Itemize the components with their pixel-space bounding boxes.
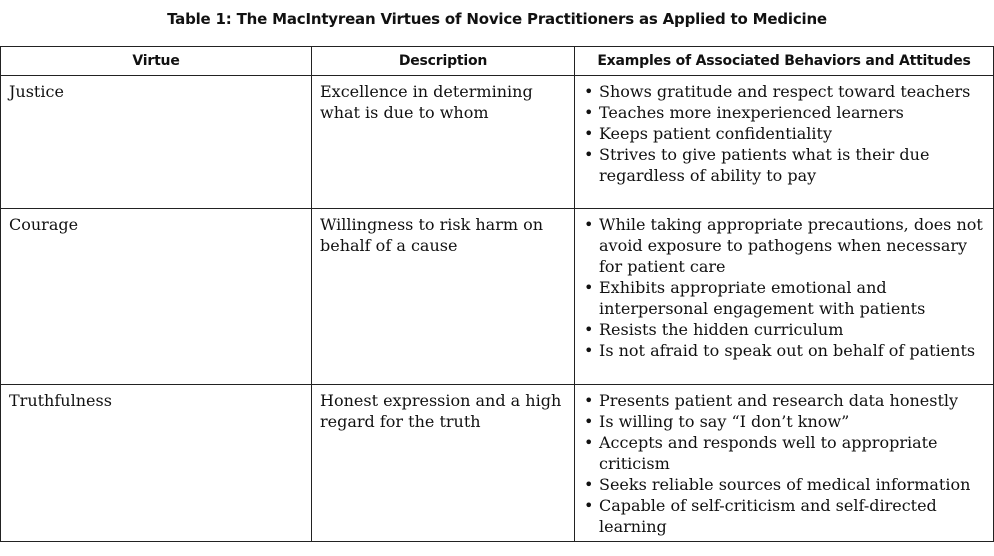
examples-list <box>575 385 993 537</box>
virtue-name: Courage <box>9 215 79 234</box>
examples-list <box>575 209 993 361</box>
table-title: Table 1: The MacIntyrean Virtues of Novice Practitioners as Applied to Medicine <box>167 10 827 28</box>
virtue-description: Willingness to risk harm on behalf of a cause <box>320 215 544 255</box>
description-cell <box>312 209 575 385</box>
list-item: • Keeps patient confidentiality <box>584 123 989 144</box>
table-row <box>1 76 994 209</box>
virtue-cell <box>1 76 312 209</box>
list-item: • Accepts and responds well to appropriate criticism <box>584 432 989 474</box>
header-virtue: Virtue <box>1 47 312 76</box>
list-item: • Shows gratitude and respect toward teachers <box>584 81 989 102</box>
list-item: • Resists the hidden curriculum <box>584 319 989 340</box>
header-row <box>1 47 994 76</box>
examples-cell <box>575 385 994 542</box>
virtue-description: Honest expression and a high regard for the truth <box>320 391 562 431</box>
list-item: • Is not afraid to speak out on behalf of patients <box>584 340 989 361</box>
header-description: Description <box>312 47 575 76</box>
table-row <box>1 385 994 542</box>
virtue-name: Justice <box>9 82 64 101</box>
virtue-cell <box>1 385 312 542</box>
list-item: • Is willing to say “I don’t know” <box>584 411 989 432</box>
virtue-name: Truthfulness <box>9 391 112 410</box>
virtues-table <box>0 46 994 542</box>
list-item: • Teaches more inexperienced learners <box>584 102 989 123</box>
list-item: • Strives to give patients what is their due regardless of ability to pay <box>584 144 989 186</box>
examples-list <box>575 76 993 186</box>
list-item: • Capable of self-criticism and self-directed learning <box>584 495 989 537</box>
list-item: • Seeks reliable sources of medical information <box>584 474 989 495</box>
list-item: • Presents patient and research data honestly <box>584 390 989 411</box>
list-item: • While taking appropriate precautions, does not avoid exposure to pathogens when necessary for patient care <box>584 214 989 277</box>
description-cell <box>312 385 575 542</box>
header-examples: Examples of Associated Behaviors and Attitudes <box>575 47 994 76</box>
table-row <box>1 209 994 385</box>
virtue-description: Excellence in determining what is due to whom <box>320 82 533 122</box>
examples-cell <box>575 76 994 209</box>
examples-cell <box>575 209 994 385</box>
description-cell <box>312 76 575 209</box>
virtue-cell <box>1 209 312 385</box>
list-item: • Exhibits appropriate emotional and interpersonal engagement with patients <box>584 277 989 319</box>
